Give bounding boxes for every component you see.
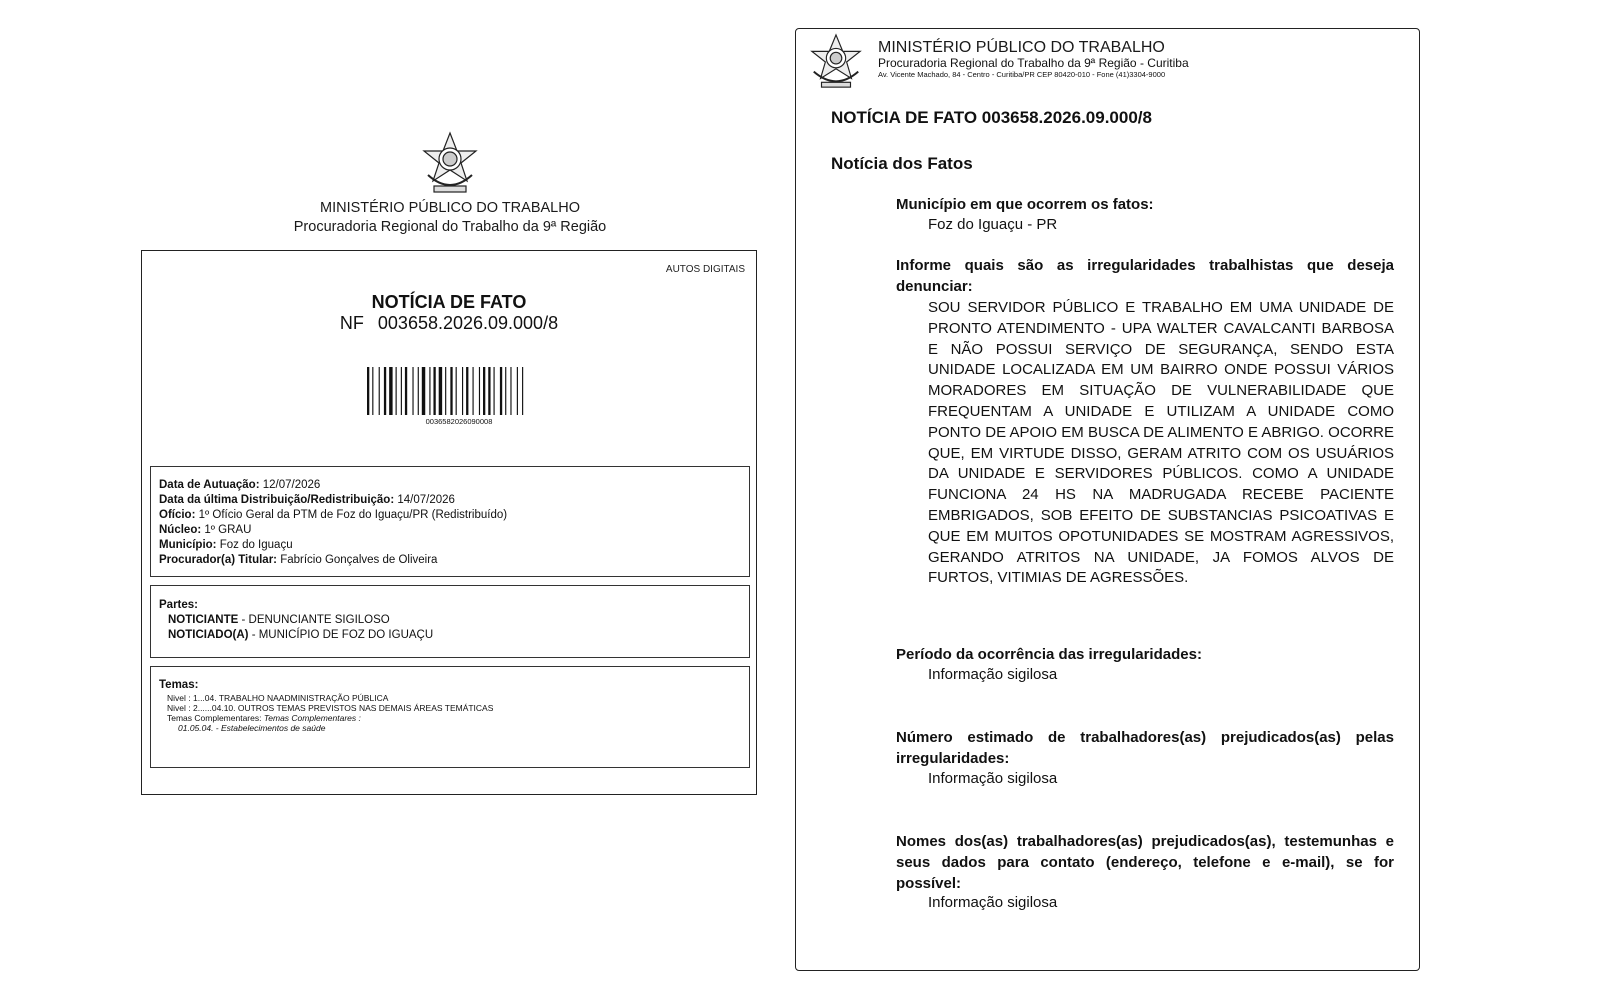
barcode <box>367 367 551 415</box>
barcode-bar <box>439 367 442 415</box>
barcode-bar <box>517 367 518 415</box>
cover-procuradoria-name: Procuradoria Regional do Trabalho da 9ª Região <box>293 219 607 235</box>
partes-list <box>159 613 741 643</box>
parte-role: NOTICIANTE <box>168 614 239 626</box>
temas-box <box>150 666 750 768</box>
temas-line-2: Nivel : 2......04.10. OUTROS TEMAS PREVISTOS NAS DEMAIS ÁREAS TEMÁTICAS <box>167 703 494 713</box>
barcode-bar <box>505 367 506 415</box>
barcode-bar <box>412 367 413 415</box>
case-info-value: 12/07/2026 <box>262 479 321 491</box>
question-periodo: Período da ocorrência das irregularidades: <box>896 646 1202 663</box>
case-info-label: Data de Autuação: <box>159 479 260 491</box>
barcode-bar <box>433 367 435 415</box>
question-irregularidades: Informe quais são as irregularidades trabalhistas que deseja denunciar: <box>896 257 1394 295</box>
case-info-label: Procurador(a) Titular: <box>159 554 277 566</box>
answer-municipio: Foz do Iguaçu - PR <box>928 216 1058 233</box>
barcode-bar <box>379 367 380 415</box>
answer-irregularidades: SOU SERVIDOR PÚBLICO E TRABALHO EM UMA UNIDADE DE PRONTO ATENDIMENTO - UPA WALTER CAVALCANTI BARBOSA E NÃO POSSUI SERVIÇO DE SEGURANÇA, SENDO ESTA UNIDADE LOCALIZADA EM UM BAIRRO ONDE POSSUI VÁRIOS MORADORES EM SITUAÇÃO DE VULNERABILIDADE QUE FREQUENTAM A UNIDADE E UTILIZAM A UNIDADE COMO PONTO DE APOIO EM BUSCA DE ALIMENTO E ABRIGO. OCORRE QUE, EM VIRTUDE DISSO, GERAM ATRITO COM OS USUÁRIOS DA UNIDADE E SERVIDORES PÚBLICOS. COMO A UNIDADE FUNCIONA 24 HS NA MADRUGADA RECEBE PACIENTE EMBRIGADOS, SOB EFEITO DE SUBSTANCIAS PSICOATIVAS E QUE EM MUITOS OPOTUNIDADES SE MOSTRAM AGRESSIVOS, GERANDO ATRITOS NA UNIDADE, JA FOMOS ALVOS DE FURTOS, VITIMIAS DE AGRESSÕES. <box>928 299 1394 587</box>
autos-digitais-label: AUTOS DIGITAIS <box>665 264 745 275</box>
temas-line-4: 01.05.04. - Estabelecimentos de saúde <box>178 723 326 733</box>
section-heading: Notícia dos Fatos <box>831 154 973 173</box>
temas-heading: Temas: <box>159 679 199 691</box>
nf-prefix: NF <box>339 313 364 333</box>
temas-line-1: Nivel : 1...04. TRABALHO NAADMINISTRAÇÃO PÚBLICA <box>167 693 389 703</box>
case-info-row <box>159 478 741 493</box>
cover-sheet <box>141 250 757 795</box>
temas-line-3 <box>159 713 741 723</box>
parte-value: - MUNICÍPIO DE FOZ DO IGUAÇU <box>251 629 434 641</box>
barcode-bar <box>456 367 457 415</box>
question-numero-trabalhadores: Número estimado de trabalhadores(as) prejudicados(as) pelas irregularidades: <box>896 729 1394 767</box>
detail-title: NOTÍCIA DE FATO 003658.2026.09.000/8 <box>831 108 1152 127</box>
answer-periodo: Informação sigilosa <box>928 666 1058 683</box>
case-info-row <box>159 553 741 568</box>
barcode-bar <box>466 367 468 415</box>
detail-address: Av. Vicente Machado, 84 - Centro - Curitiba/PR CEP 80420-010 - Fone (41)3304-9000 <box>878 70 1166 79</box>
temas-complementares-italic: Temas Complementares : <box>263 713 361 723</box>
answer-nomes: Informação sigilosa <box>928 894 1058 911</box>
case-info-value: 1º GRAU <box>204 524 252 536</box>
barcode-bar <box>494 367 495 415</box>
barcode-digits: 0036582026090008 <box>425 417 493 426</box>
barcode-bar <box>450 367 452 415</box>
barcode-bar <box>473 367 474 415</box>
barcode-bar <box>522 367 523 415</box>
coat-of-arms-emblem <box>418 131 482 197</box>
case-info-value: 1º Ofício Geral da PTM de Foz do Iguaçu/PR (Redistribuído) <box>198 509 508 521</box>
cover-title: NOTÍCIA DE FATO <box>371 292 527 312</box>
barcode-bar <box>483 367 485 415</box>
parte-role: NOTICIADO(A) <box>168 629 249 641</box>
case-info-row <box>159 508 741 523</box>
case-info-label: Ofício: <box>159 509 196 521</box>
answer-numero-trabalhadores: Informação sigilosa <box>928 770 1058 787</box>
case-info-box <box>150 466 750 577</box>
case-info-label: Núcleo: <box>159 524 202 536</box>
barcode-bar <box>462 367 463 415</box>
cover-case-number <box>142 313 756 334</box>
case-info-row <box>159 493 741 508</box>
question-nomes: Nomes dos(as) trabalhadores(as) prejudicados(as), testemunhas e seus dados para contato (endereço, telefone e e-mail), se for possível: <box>896 833 1394 892</box>
coat-of-arms-emblem <box>805 33 867 91</box>
barcode-bar <box>372 367 373 415</box>
barcode-bar <box>422 367 425 415</box>
parte-row <box>159 613 741 628</box>
parte-value: - DENUNCIANTE SIGILOSO <box>241 614 390 626</box>
parte-row <box>159 628 741 643</box>
barcode-bar <box>389 367 392 415</box>
barcode-bar <box>405 367 407 415</box>
barcode-bar <box>418 367 419 415</box>
partes-box <box>150 585 750 658</box>
case-info-label: Data da última Distribuição/Redistribuição: <box>159 494 395 506</box>
barcode-bar <box>396 367 397 415</box>
barcode-bar <box>384 367 386 415</box>
detail-ministry-name: MINISTÉRIO PÚBLICO DO TRABALHO <box>878 39 1165 56</box>
barcode-bar <box>479 367 480 415</box>
case-number: 003658.2026.09.000/8 <box>377 313 559 333</box>
barcode-bar <box>367 367 369 415</box>
detail-page <box>795 28 1420 971</box>
partes-heading: Partes: <box>159 599 198 611</box>
barcode-bar <box>500 367 502 415</box>
case-info-value: Foz do Iguaçu <box>219 539 293 551</box>
case-info-row <box>159 538 741 553</box>
barcode-bar <box>445 367 446 415</box>
barcode-bar <box>401 367 402 415</box>
question-municipio: Município em que ocorrem os fatos: <box>896 196 1154 213</box>
barcode-bar <box>488 367 490 415</box>
case-info-row <box>159 523 741 538</box>
barcode-bar <box>429 367 430 415</box>
case-info-label: Município: <box>159 539 217 551</box>
case-info-value: 14/07/2026 <box>397 494 455 506</box>
temas-complementares-label: Temas Complementares: <box>167 713 262 723</box>
case-info-value: Fabrício Gonçalves de Oliveira <box>280 554 438 566</box>
barcode-bar <box>510 367 511 415</box>
detail-procuradoria-name: Procuradoria Regional do Trabalho da 9ª Região - Curitiba <box>878 56 1189 70</box>
cover-ministry-name: MINISTÉRIO PÚBLICO DO TRABALHO <box>320 200 580 216</box>
